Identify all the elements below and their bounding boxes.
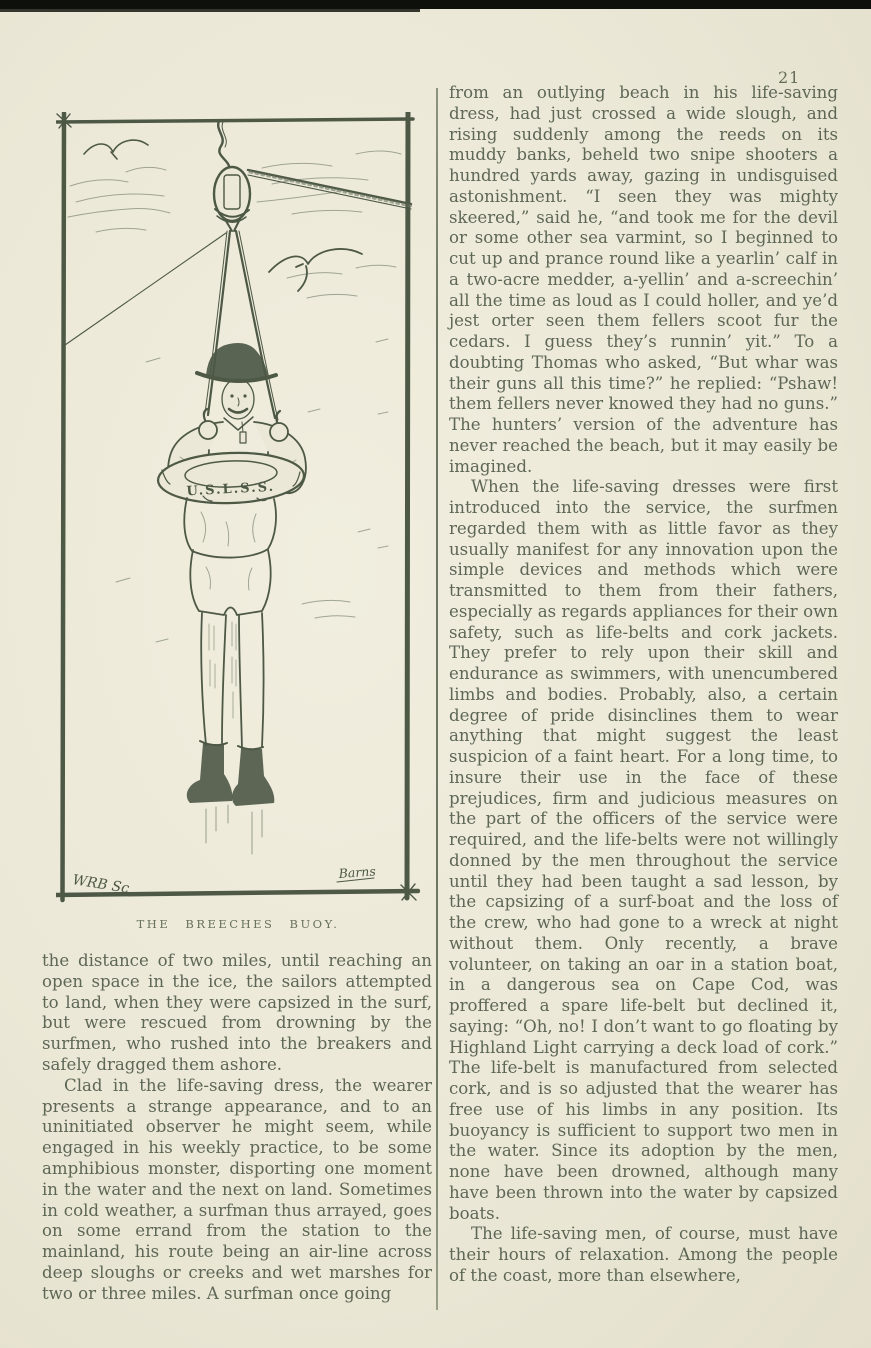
artist-signature: Barns	[338, 863, 377, 881]
boot	[187, 743, 233, 803]
paragraph: When the life-saving dresses were first introduced into the service, the surfmen regarded them with as little favor as they usually manifest for any innovation upon the simple devices and methods which were transmitted to them from their fathers, especially as regards appliances for their own safety, such as life-belts and cork jackets. They prefer to rely upon their skill and endurance as swimmers, with unencumbered limbs and bodies. Probably, also, a certain degree of pride disinclines them to wear anything that might suggest the least suspicion of a faint heart. For a long time, to insure their use in the face of these prejudices, firm and judicious measures on the part of the officers of the service were required, and the life-belts were not willingly donned by the men throughout the service until they had been taught a sad lesson, by the capsizing of a surf-boat and the loss of the crew, who had gone to a wreck at night without them. Only recently, a brave volunteer, on taking an oar in a station boat, in a dangerous sea on Cape Cod, was proffered a spare life-belt but declined it, saying: “Oh, no! I don’t want to go floating by Highland Light carrying a deck load of cork.” The life-belt is manufactured from selected cork, and is so adjusted that the wearer has free use of his limbs in any position. Its buoyancy is sufficient to support two men in the water. Since its adoption by the men, none have been drowned, although many have been thrown into the water by capsized boats.	[449, 477, 838, 1223]
scan-edge-shadow	[0, 9, 420, 12]
gull-icon	[84, 140, 148, 159]
engraver-signature: WRB Sc	[71, 872, 131, 897]
paragraph: the distance of two miles, until reaching an open space in the ice, the sailors attempted to land, when they were capsized in the surf, but were rescued from drowning by the surfmen, who rushed into the breakers and safely dragged them ashore.	[42, 951, 432, 1074]
illustration-caption: THE BREECHES BUOY.	[136, 917, 340, 931]
paragraph: from an outlying beach in his life-saving dress, had just crossed a wide slough, and rising suddenly among the reeds on its muddy banks, beheld two snipe shooters a hundred yards away, gazing in undisguised astonishment. “I seen they was mighty skeered,” said he, “and took me for the devil or some other sea varmint, so I beginned to cut up and prance round like a yearlin’ calf in a two-acre medder, a-yellin’ and a-screechin’ all the time as loud as I could holler, and ye’d jest orter seen them fellers scoot fur the cedars. I guess they’s runnin’ yit.” To a doubting Thomas who asked, “But whar was their guns all this time?” he replied: “Pshaw! them fellers never knowed they had no guns.” The hunters’ version of the adventure has never reached the beach, but it may easily be imagined.	[449, 83, 838, 476]
water-drips	[206, 805, 262, 854]
page-number: 21	[778, 68, 801, 87]
gull-icon	[269, 249, 362, 291]
surfman-figure	[157, 343, 306, 854]
column-divider	[436, 88, 438, 1310]
pulley-block-icon	[214, 121, 250, 231]
breeches-buoy-engraving	[56, 112, 420, 908]
boot	[232, 749, 274, 806]
paragraph: Clad in the life-saving dress, the wearer presents a strange appearance, and to an uninitiated observer he might seem, while engaged in his weekly practice, to be some amphibious monster, disporting one moment in the water and the next on land. Sometimes in cold weather, a surfman thus arrayed, goes on some errand from the station to the mainland, his route being an air-line across deep sloughs or creeks and wet marshes for two or three miles. A surfman once going	[42, 1075, 432, 1303]
hawser-line	[248, 170, 411, 209]
right-column	[449, 83, 838, 1287]
whip-line	[65, 233, 226, 345]
life-ring-text: U.S.L.S.S.	[186, 479, 276, 500]
paragraph: The life-saving men, of course, must have their hours of relaxation. Among the people of the coast, more than elsewhere,	[449, 1224, 838, 1285]
engraving-frame	[56, 112, 418, 900]
left-column	[42, 951, 432, 1305]
scan-edge-top	[0, 0, 871, 9]
